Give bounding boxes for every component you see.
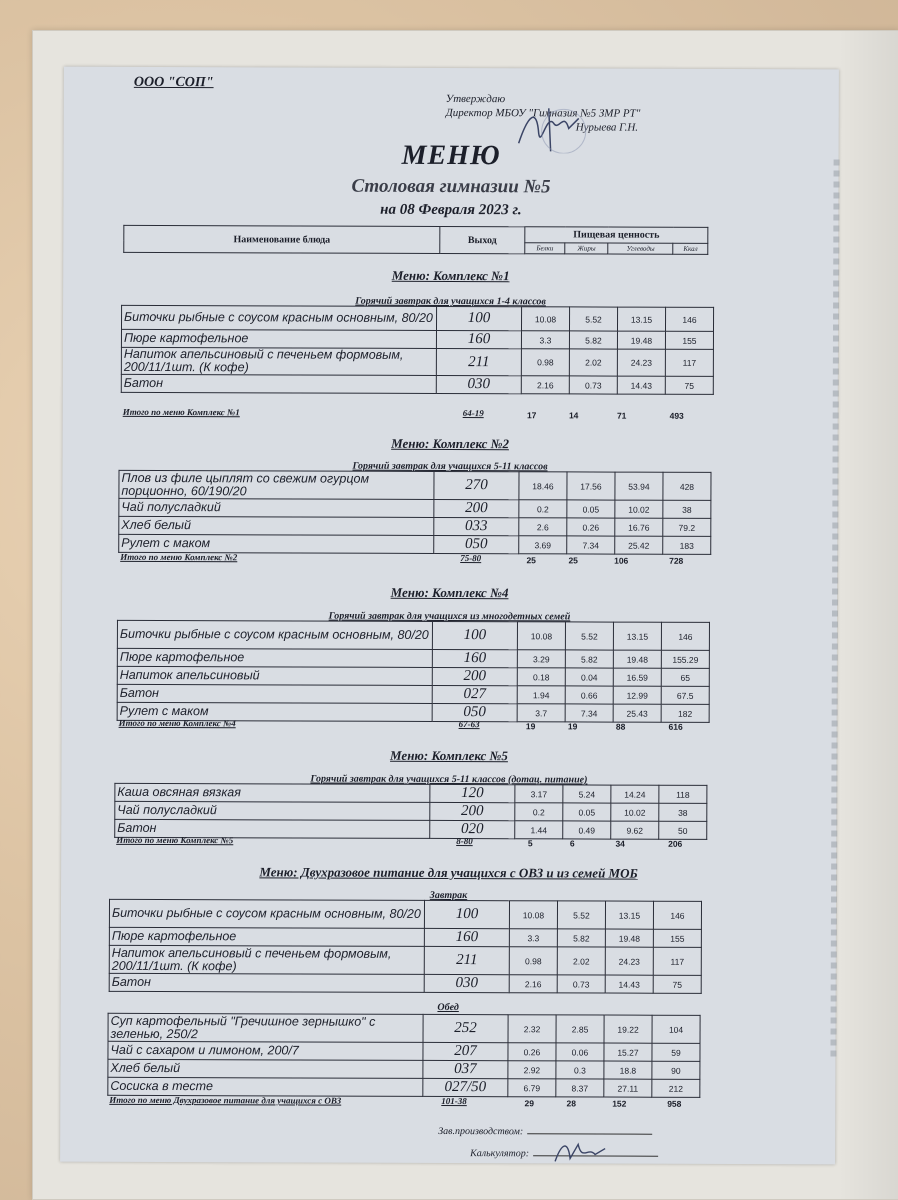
total-output: 8-80 — [456, 836, 473, 847]
dish-fat: 5.52 — [557, 901, 605, 929]
dish-fat: 5.82 — [565, 650, 613, 668]
dish-protein: 2.6 — [519, 518, 567, 536]
table-row — [109, 899, 701, 929]
dish-fat: 0.3 — [556, 1061, 604, 1079]
table-row — [121, 374, 713, 394]
dish-carbs: 13.15 — [613, 622, 661, 650]
dish-carbs: 14.43 — [605, 975, 653, 993]
dish-name: Биточки рыбные с соусом красным основным, 80/20 — [117, 620, 432, 649]
table-row — [119, 498, 711, 518]
total-carbs: 88 — [615, 721, 626, 732]
dish-name: Напиток апельсиновый с печеньем формовым, 200/11/1шт. (К кофе) — [109, 945, 424, 974]
approve-word: Утверждаю — [445, 92, 506, 106]
dish-name: Батон — [115, 819, 430, 838]
dish-protein: 10.08 — [521, 307, 569, 331]
table-row — [117, 684, 709, 704]
dish-kcal: 155 — [653, 929, 701, 947]
table-row — [119, 470, 711, 500]
total-output: 67-63 — [458, 719, 480, 730]
dish-kcal: 155.29 — [661, 650, 709, 668]
production-label: Зав.производством: — [438, 1125, 524, 1138]
dish-output: 211 — [436, 348, 521, 375]
dish-kcal: 79.2 — [663, 518, 711, 536]
dish-name: Пюре картофельное — [109, 927, 424, 946]
sleeve-edge — [838, 31, 898, 1199]
dish-output: 030 — [436, 375, 521, 393]
dish-kcal: 117 — [653, 947, 701, 975]
menu-table — [117, 620, 710, 723]
dish-fat: 2.02 — [569, 349, 617, 376]
dish-output: 120 — [430, 784, 515, 802]
dish-output: 050 — [432, 703, 517, 721]
total-fat: 25 — [568, 555, 578, 566]
dish-fat: 5.52 — [569, 307, 617, 331]
dish-protein: 2.32 — [508, 1015, 556, 1043]
dish-output: 027 — [432, 685, 517, 703]
total-carbs: 71 — [616, 410, 627, 421]
dish-fat: 0.06 — [556, 1043, 604, 1061]
dish-name: Батон — [121, 374, 436, 393]
total-row — [123, 407, 743, 423]
dish-kcal: 183 — [663, 536, 711, 554]
dish-output: 100 — [436, 306, 521, 330]
table-row — [109, 927, 701, 947]
dish-fat: 7.34 — [567, 536, 615, 554]
dish-carbs: 12.99 — [613, 686, 661, 704]
dish-output: 100 — [432, 621, 517, 649]
dish-protein: 3.69 — [519, 536, 567, 554]
section-subtitle: Горячий завтрак для учащихся 5-11 классов — [352, 460, 548, 473]
dish-protein: 3.3 — [509, 929, 557, 947]
dish-protein: 0.18 — [517, 668, 565, 686]
dish-output: 030 — [424, 974, 509, 992]
dish-fat: 0.05 — [563, 803, 611, 821]
dish-protein: 2.16 — [509, 975, 557, 993]
dish-carbs: 16.59 — [613, 668, 661, 686]
dish-protein: 0.98 — [521, 349, 569, 376]
dish-name: Рулет с маком — [119, 534, 434, 553]
dish-carbs: 16.76 — [615, 518, 663, 536]
total-fat: 6 — [569, 838, 575, 849]
dish-name: Пюре картофельное — [121, 329, 436, 348]
dish-protein: 2.92 — [508, 1061, 556, 1079]
table-row — [115, 783, 707, 803]
dish-carbs: 19.48 — [617, 331, 665, 349]
dish-fat: 5.24 — [563, 785, 611, 803]
total-output: 101-38 — [441, 1095, 467, 1107]
dish-kcal: 67.5 — [661, 686, 709, 704]
dish-name: Сосиска в тесте — [108, 1077, 423, 1096]
total-label: Итого по меню Комплекс №1 — [122, 406, 240, 418]
calculator-label: Калькулятор: — [470, 1148, 530, 1160]
dish-name: Хлеб белый — [108, 1059, 423, 1078]
dish-output: 200 — [430, 802, 515, 820]
total-label: Итого по меню Комплекс №4 — [118, 717, 236, 729]
dish-protein: 2.16 — [521, 376, 569, 394]
table-row — [108, 1059, 700, 1079]
dish-name: Суп картофельный "Гречишное зернышко" с зеленью, 250/2 — [108, 1013, 423, 1042]
table-row — [121, 347, 713, 376]
dish-protein: 10.08 — [517, 622, 565, 650]
footer-production — [438, 1126, 652, 1138]
dish-carbs: 19.22 — [604, 1015, 652, 1043]
dish-name: Рулет с маком — [117, 702, 432, 721]
dish-fat: 17.56 — [567, 472, 615, 500]
total-output: 64-19 — [462, 408, 484, 419]
dish-kcal: 146 — [653, 901, 701, 929]
dish-output: 033 — [434, 517, 519, 535]
table-row — [108, 1013, 700, 1043]
total-fat: 19 — [567, 721, 578, 732]
total-row — [116, 835, 736, 851]
section-title: Меню: Комплекс №2 — [391, 435, 510, 452]
column-header — [123, 225, 708, 255]
dish-output: 200 — [434, 499, 519, 517]
dish-carbs: 27.11 — [604, 1079, 652, 1097]
menu-table — [107, 1013, 700, 1098]
total-kcal: 728 — [669, 555, 684, 566]
dish-protein: 1.94 — [517, 686, 565, 704]
dish-fat: 0.66 — [565, 686, 613, 704]
dish-kcal: 118 — [659, 785, 707, 803]
dish-name: Чай полусладкий — [119, 498, 434, 517]
dish-carbs: 14.24 — [611, 785, 659, 803]
dish-name: Хлеб белый — [119, 516, 434, 535]
dish-carbs: 19.48 — [613, 650, 661, 668]
dish-kcal: 75 — [653, 975, 701, 993]
total-kcal: 958 — [667, 1098, 682, 1109]
dish-name: Батон — [117, 684, 432, 703]
table-row — [117, 666, 709, 686]
dish-name: Биточки рыбные с соусом красным основным, 80/20 — [109, 899, 424, 928]
dish-name: Биточки рыбные с соусом красным основным, 80/20 — [121, 305, 436, 330]
total-fat: 14 — [568, 410, 579, 421]
dish-name: Батон — [109, 973, 424, 992]
dish-output: 050 — [434, 535, 519, 553]
total-fat: 28 — [566, 1098, 577, 1109]
section-subtitle: Горячий завтрак для учащихся 1-4 классов — [355, 295, 546, 308]
dish-protein: 0.2 — [519, 500, 567, 518]
dish-output: 160 — [432, 649, 517, 667]
col-nutrition: Пищевая ценность — [525, 227, 708, 243]
dish-carbs: 14.43 — [617, 376, 665, 394]
dish-protein: 0.2 — [515, 803, 563, 821]
total-row — [109, 1095, 729, 1111]
dish-protein: 3.7 — [517, 704, 565, 722]
dish-fat: 8.37 — [556, 1079, 604, 1097]
dish-output: 211 — [424, 946, 509, 974]
dish-fat: 2.85 — [556, 1015, 604, 1043]
total-protein: 29 — [524, 1098, 535, 1109]
dish-carbs: 13.15 — [617, 307, 665, 331]
menu-table — [114, 783, 707, 840]
dish-kcal: 146 — [665, 307, 713, 331]
total-row — [120, 552, 740, 568]
total-protein: 17 — [526, 410, 537, 421]
dish-kcal: 104 — [652, 1015, 700, 1043]
dish-kcal: 38 — [659, 803, 707, 821]
calculator-signature — [550, 1136, 610, 1166]
section-title: Меню: Комплекс №1 — [391, 267, 510, 284]
total-label: Итого по меню Комплекс №2 — [120, 551, 238, 563]
total-label: Итого по меню Комплекс №5 — [116, 834, 234, 846]
dish-protein: 6.79 — [508, 1079, 556, 1097]
total-protein: 25 — [526, 555, 536, 566]
menu-date: на 08 Февраля 2023 г. — [380, 201, 522, 219]
dish-fat: 5.82 — [569, 331, 617, 349]
dish-output: 027/50 — [423, 1078, 508, 1096]
page-subtitle: Столовая гимназии №5 — [351, 175, 551, 198]
page-title: МЕНЮ — [401, 139, 501, 172]
col-kcal: Ккал — [673, 243, 708, 255]
dish-protein: 3.17 — [515, 785, 563, 803]
table-row — [115, 801, 707, 821]
dish-name: Каша овсяная вязкая — [115, 783, 430, 802]
dish-output: 037 — [423, 1060, 508, 1078]
dish-fat: 0.49 — [563, 821, 611, 839]
dish-kcal: 155 — [665, 331, 713, 349]
dish-protein: 3.3 — [521, 331, 569, 349]
total-output: 75-80 — [460, 553, 482, 564]
dish-kcal: 146 — [661, 622, 709, 650]
table-row — [121, 305, 713, 331]
dish-kcal: 65 — [661, 668, 709, 686]
dish-protein: 18.46 — [519, 472, 567, 500]
dish-protein: 1.44 — [515, 821, 563, 839]
dish-carbs: 25.43 — [613, 704, 661, 722]
total-carbs: 152 — [612, 1098, 627, 1109]
dish-kcal: 59 — [652, 1043, 700, 1061]
section-subtitle: Завтрак — [429, 889, 468, 902]
dish-name: Напиток апельсиновый с печеньем формовым, 200/11/1шт. (К кофе) — [121, 347, 436, 375]
dish-name: Пюре картофельное — [117, 648, 432, 667]
dish-output: 252 — [423, 1014, 508, 1042]
dish-output: 270 — [434, 471, 519, 499]
dish-protein: 10.08 — [509, 901, 557, 929]
dish-output: 160 — [436, 330, 521, 348]
dish-kcal: 117 — [665, 349, 713, 376]
total-kcal: 493 — [669, 410, 684, 421]
dish-protein: 0.98 — [509, 947, 557, 975]
menu-table — [118, 470, 711, 555]
col-output: Выход — [440, 226, 525, 253]
dish-fat: 7.34 — [565, 704, 613, 722]
dish-carbs: 25.42 — [615, 536, 663, 554]
dish-name: Чай с сахаром и лимоном, 200/7 — [108, 1041, 423, 1060]
dish-carbs: 15.27 — [604, 1043, 652, 1061]
dish-output: 160 — [424, 928, 509, 946]
table-row — [108, 1041, 700, 1061]
section-title: Меню: Двухразовое питание для учащихся с ОВЗ и из семей МОБ — [259, 864, 638, 881]
dish-carbs: 18.8 — [604, 1061, 652, 1079]
dish-kcal: 428 — [663, 472, 711, 500]
dish-output: 207 — [423, 1042, 508, 1060]
total-protein: 19 — [525, 721, 536, 732]
total-kcal: 206 — [668, 838, 683, 849]
table-row — [119, 516, 711, 536]
dish-carbs: 24.23 — [617, 349, 665, 376]
dish-output: 100 — [424, 900, 509, 928]
menu-table — [109, 899, 702, 994]
section-subtitle: Горячий завтрак для учащихся 5-11 классов (дотац. питание) — [310, 773, 588, 786]
col-protein: Белки — [525, 242, 565, 254]
total-label: Итого по меню Двухразовое питание для учащихся с ОВЗ — [109, 1094, 342, 1106]
dish-fat: 0.73 — [557, 975, 605, 993]
dish-fat: 0.26 — [567, 518, 615, 536]
section-subtitle: Обед — [437, 1001, 459, 1014]
total-carbs: 34 — [615, 838, 625, 849]
approve-person: Нурыева Г.Н. — [575, 121, 639, 134]
total-kcal: 616 — [668, 721, 683, 732]
dish-protein: 3.29 — [517, 650, 565, 668]
dish-carbs: 13.15 — [605, 901, 653, 929]
section-title: Меню: Комплекс №5 — [390, 747, 508, 764]
dish-kcal: 38 — [663, 500, 711, 518]
total-protein: 5 — [527, 838, 533, 849]
menu-table — [121, 305, 714, 395]
dish-carbs: 9.62 — [611, 821, 659, 839]
dish-name: Чай полусладкий — [115, 801, 430, 820]
dish-fat: 5.82 — [557, 929, 605, 947]
total-row — [119, 718, 739, 734]
dish-output: 200 — [432, 667, 517, 685]
dish-carbs: 53.94 — [615, 472, 663, 500]
col-carbs: Углеводы — [608, 243, 673, 255]
menu-document — [60, 67, 839, 1165]
col-name: Наименование блюда — [124, 225, 440, 253]
col-fat: Жиры — [565, 242, 608, 254]
total-carbs: 106 — [614, 555, 629, 566]
dish-kcal: 212 — [652, 1079, 700, 1097]
dish-fat: 0.73 — [569, 376, 617, 394]
dish-name: Плов из филе цыплят со свежим огурцом порционно, 60/190/20 — [119, 470, 434, 499]
section-subtitle: Горячий завтрак для учащихся из многодетных семей — [328, 610, 571, 623]
dish-kcal: 182 — [661, 704, 709, 722]
dish-kcal: 90 — [652, 1061, 700, 1079]
dish-fat: 0.04 — [565, 668, 613, 686]
table-row — [109, 973, 701, 993]
dish-carbs: 10.02 — [611, 803, 659, 821]
section-title: Меню: Комплекс №4 — [390, 584, 509, 601]
dish-kcal: 75 — [665, 376, 713, 394]
dish-fat: 5.52 — [565, 622, 613, 650]
dish-carbs: 24.23 — [605, 947, 653, 975]
dish-protein: 0.26 — [508, 1043, 556, 1061]
dish-fat: 0.05 — [567, 500, 615, 518]
table-row — [117, 648, 709, 668]
dish-kcal: 50 — [659, 821, 707, 839]
dish-name: Напиток апельсиновый — [117, 666, 432, 685]
dish-carbs: 10.02 — [615, 500, 663, 518]
company-name: ООО "СОП" — [133, 74, 214, 91]
table-row — [117, 620, 709, 650]
dish-carbs: 19.48 — [605, 929, 653, 947]
table-row — [109, 945, 701, 975]
dish-fat: 2.02 — [557, 947, 605, 975]
dish-output: 020 — [430, 820, 515, 838]
approve-position: Директор МБОУ "Гимназия №5 ЗМР РТ" — [445, 106, 641, 120]
